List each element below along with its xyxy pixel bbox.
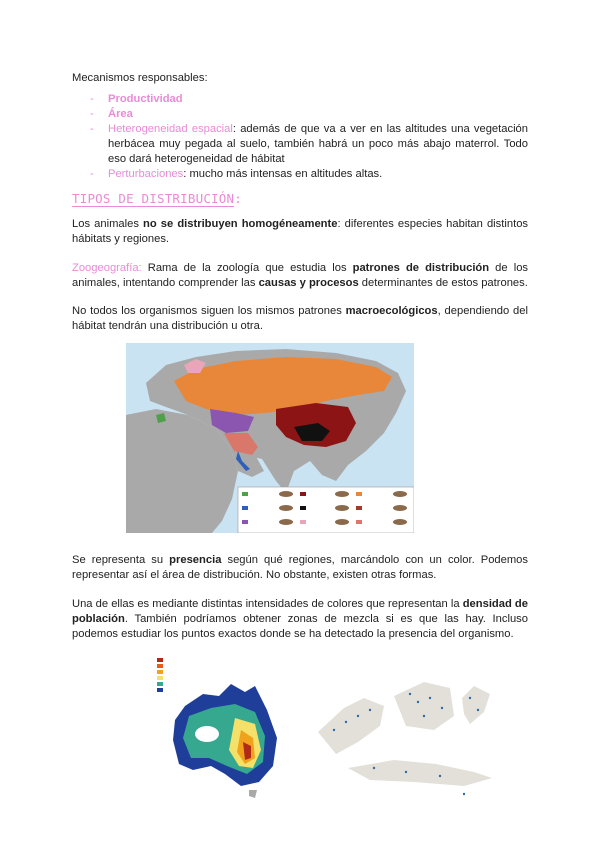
occurrence-point bbox=[417, 701, 419, 703]
occurrence-point bbox=[409, 693, 411, 695]
list-item: - Área bbox=[90, 108, 133, 120]
list-item: - Productividad bbox=[90, 93, 183, 105]
paragraph-density: Una de ellas es mediante distintas intensidades de colores que representan la densidad de población. También podríamos obtener zonas de mezcla si es que las hay. Incluso podemos estudiar los puntos exactos donde se ha detectado la presencia del organismo. bbox=[72, 598, 528, 640]
occurrence-point bbox=[477, 709, 479, 711]
wolf-icon bbox=[279, 491, 293, 497]
occurrence-point bbox=[441, 707, 443, 709]
section-heading: TIPOS DE DISTRIBUCIÓN: bbox=[72, 191, 242, 206]
map-legend bbox=[238, 487, 414, 533]
legend-swatch bbox=[242, 492, 248, 496]
legend-swatch bbox=[157, 676, 163, 680]
legend-swatch bbox=[157, 658, 163, 662]
legend-swatch bbox=[356, 492, 362, 496]
occurrence-point bbox=[463, 793, 465, 795]
wolf-icon bbox=[393, 491, 407, 497]
paragraph-distribution: Los animales no se distribuyen homogéneamente: diferentes especies habitan distintos hábitats y regiones. bbox=[72, 218, 529, 245]
occurrence-point bbox=[373, 767, 375, 769]
legend-swatch bbox=[300, 520, 306, 524]
occurrence-point bbox=[345, 721, 347, 723]
australia-density-map bbox=[155, 654, 283, 802]
occurrence-point bbox=[439, 775, 441, 777]
list-item: - Heterogeneidad espacial: además de que va a ver en las altitudes una vegetación herbácea muy pegada al suelo, también habrá un poco más abajo materrol. Todo eso dará heterogeneidad de hábitat bbox=[90, 123, 529, 165]
mechanisms-label: Mecanismos responsables: bbox=[72, 72, 208, 84]
legend-swatch bbox=[157, 664, 163, 668]
wolf-icon bbox=[335, 491, 349, 497]
occurrence-point bbox=[369, 709, 371, 711]
legend-swatch bbox=[157, 688, 163, 692]
wolf-icon bbox=[393, 505, 407, 511]
paragraph-presence: Se representa su presencia según qué regiones, marcándolo con un color. Podemos representar así el área de distribución. No obstante, existen otras formas. bbox=[72, 554, 528, 581]
legend-swatch bbox=[356, 520, 362, 524]
legend-swatch bbox=[300, 492, 306, 496]
heading-underline bbox=[72, 206, 234, 207]
paragraph-zoogeography: Zoogeografía: Rama de la zoología que estudia los patrones de distribución de los animales, intentando comprender las causas y procesos determinantes de estos patrones. bbox=[72, 262, 529, 289]
occurrence-point bbox=[405, 771, 407, 773]
occurrence-point bbox=[357, 715, 359, 717]
legend-swatch bbox=[356, 506, 362, 510]
paragraph-macroecological: No todos los organismos siguen los mismos patrones macroecológicos, dependiendo del hábitat tendrán una distribución u otra. bbox=[72, 305, 528, 332]
wolf-icon bbox=[335, 519, 349, 525]
legend-swatch bbox=[157, 670, 163, 674]
southeast-asia-points-map bbox=[314, 668, 500, 802]
wolf-icon bbox=[279, 505, 293, 511]
mechanisms-list bbox=[72, 92, 528, 182]
wolf-icon bbox=[279, 519, 293, 525]
legend-swatch bbox=[300, 506, 306, 510]
list-item: - Perturbaciones: mucho más intensas en altitudes altas. bbox=[90, 168, 383, 180]
occurrence-point bbox=[423, 715, 425, 717]
wolf-icon bbox=[393, 519, 407, 525]
eurasia-distribution-map bbox=[126, 343, 414, 533]
legend-swatch bbox=[157, 682, 163, 686]
legend-swatch bbox=[242, 506, 248, 510]
legend-swatch bbox=[242, 520, 248, 524]
desert-gap bbox=[195, 726, 219, 742]
occurrence-point bbox=[429, 697, 431, 699]
occurrence-point bbox=[469, 697, 471, 699]
occurrence-point bbox=[333, 729, 335, 731]
wolf-icon bbox=[335, 505, 349, 511]
